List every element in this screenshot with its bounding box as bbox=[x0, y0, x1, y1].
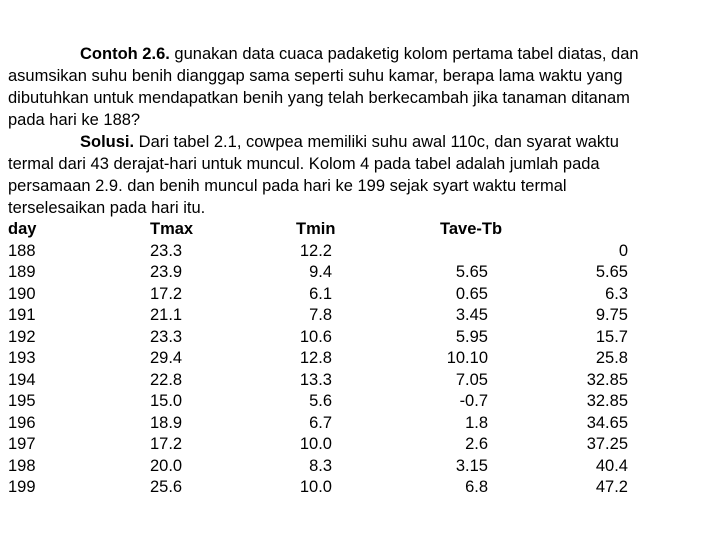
cell-day: 196 bbox=[8, 413, 36, 432]
cell-tave-tb: 5.95 bbox=[455, 327, 488, 346]
paragraph-line-3: dibutuhkan untuk mendapatkan benih yang telah berkecambah jika tanaman ditanam bbox=[8, 89, 630, 107]
cell-cumulative: 25.8 bbox=[595, 349, 628, 367]
paragraph-line-4: pada hari ke 188? bbox=[8, 111, 141, 129]
cell-tmin: 12.2 bbox=[299, 241, 332, 260]
cell-day: 195 bbox=[8, 392, 36, 410]
cell-day: 198 bbox=[8, 456, 36, 475]
cell-tave-tb: 10.10 bbox=[446, 349, 488, 367]
cell-tmin: 8.3 bbox=[309, 456, 332, 475]
cell-cumulative: 47.2 bbox=[595, 478, 628, 496]
cell-tave-tb: 6.8 bbox=[465, 478, 488, 496]
cell-tmax: 23.3 bbox=[150, 327, 183, 346]
cell-tave-tb: 0.65 bbox=[455, 284, 488, 303]
cell-tave-tb: 3.45 bbox=[455, 306, 488, 324]
cell-day: 190 bbox=[8, 284, 36, 303]
paragraph-line-8: terselesaikan pada hari itu. bbox=[8, 199, 206, 217]
cell-day: 193 bbox=[8, 349, 36, 367]
header-tmin: Tmin bbox=[296, 220, 336, 238]
cell-tave-tb: 7.05 bbox=[455, 370, 488, 389]
header-day: day bbox=[8, 220, 37, 238]
table-row bbox=[0, 284, 720, 306]
cell-cumulative: 37.25 bbox=[586, 435, 628, 453]
cell-tmin: 10.0 bbox=[299, 478, 332, 496]
solution-label: Solusi. bbox=[80, 133, 135, 151]
cell-cumulative: 40.4 bbox=[595, 456, 628, 475]
cell-day: 191 bbox=[8, 306, 36, 324]
cell-cumulative: 34.65 bbox=[586, 413, 628, 432]
cell-day: 188 bbox=[8, 241, 36, 260]
cell-tmax: 15.0 bbox=[150, 392, 183, 410]
cell-tmax: 23.9 bbox=[150, 263, 183, 281]
cell-cumulative: 32.85 bbox=[586, 392, 628, 410]
table-row bbox=[0, 262, 720, 284]
cell-tmax: 20.0 bbox=[150, 456, 183, 475]
cell-tmin: 6.7 bbox=[309, 413, 332, 432]
cell-tmax: 18.9 bbox=[150, 413, 183, 432]
table-row bbox=[0, 477, 720, 499]
cell-tave-tb: 2.6 bbox=[465, 435, 488, 453]
table-body bbox=[0, 241, 720, 499]
header-tmax: Tmax bbox=[150, 220, 194, 238]
cell-tave-tb: 3.15 bbox=[455, 456, 488, 475]
table-header-row bbox=[0, 219, 720, 241]
cell-tave-tb: 1.8 bbox=[465, 413, 488, 432]
table-row bbox=[0, 434, 720, 456]
weather-table bbox=[0, 219, 720, 499]
cell-tmax: 29.4 bbox=[150, 349, 183, 367]
paragraph-line-5 bbox=[80, 132, 619, 153]
cell-day: 189 bbox=[8, 263, 36, 281]
table-row bbox=[0, 305, 720, 327]
paragraph-line-7: persamaan 2.9. dan benih muncul pada hari ke 199 sejak syart waktu termal bbox=[8, 177, 567, 195]
cell-cumulative: 5.65 bbox=[595, 263, 628, 281]
paragraph-line-6: termal dari 43 derajat-hari untuk muncul. Kolom 4 pada tabel adalah jumlah pada bbox=[8, 155, 600, 173]
cell-cumulative: 15.7 bbox=[595, 327, 628, 346]
cell-cumulative: 0 bbox=[618, 241, 628, 260]
cell-day: 197 bbox=[8, 435, 36, 453]
cell-cumulative: 32.85 bbox=[586, 370, 628, 389]
cell-tmin: 13.3 bbox=[299, 370, 332, 389]
cell-tmin: 6.1 bbox=[309, 284, 332, 303]
cell-tmax: 25.6 bbox=[150, 478, 183, 496]
cell-tmax: 21.1 bbox=[150, 306, 183, 324]
cell-tave-tb: -0.7 bbox=[459, 392, 488, 410]
cell-tmax: 17.2 bbox=[150, 284, 183, 303]
cell-cumulative: 9.75 bbox=[595, 306, 628, 324]
cell-tmin: 10.0 bbox=[299, 435, 332, 453]
header-tave-tb: Tave-Tb bbox=[440, 220, 503, 238]
paragraph-text: gunakan data cuaca padaketig kolom pertama tabel diatas, dan bbox=[169, 45, 639, 63]
cell-day: 192 bbox=[8, 327, 36, 346]
cell-cumulative: 6.3 bbox=[605, 284, 628, 303]
cell-day: 199 bbox=[8, 478, 36, 496]
cell-tmin: 9.4 bbox=[309, 263, 332, 281]
cell-tmin: 10.6 bbox=[299, 327, 332, 346]
table-row bbox=[0, 370, 720, 392]
table-row bbox=[0, 456, 720, 478]
cell-tmax: 22.8 bbox=[150, 370, 183, 389]
cell-tmin: 12.8 bbox=[299, 349, 332, 367]
cell-tmin: 5.6 bbox=[309, 392, 332, 410]
paragraph-line-2: asumsikan suhu benih dianggap sama seperti suhu kamar, berapa lama waktu yang bbox=[8, 67, 623, 85]
cell-tave-tb: 5.65 bbox=[455, 263, 488, 281]
table-row bbox=[0, 327, 720, 349]
table-row bbox=[0, 413, 720, 435]
table-row bbox=[0, 348, 720, 370]
paragraph-text: Dari tabel 2.1, cowpea memiliki suhu awal 110c, dan syarat waktu bbox=[134, 133, 619, 151]
table-row bbox=[0, 241, 720, 263]
cell-tmin: 7.8 bbox=[309, 306, 332, 324]
paragraph-line-1 bbox=[80, 44, 639, 65]
table-row bbox=[0, 391, 720, 413]
cell-day: 194 bbox=[8, 370, 36, 389]
cell-tmax: 23.3 bbox=[150, 241, 183, 260]
cell-tmax: 17.2 bbox=[150, 435, 183, 453]
example-heading: Contoh 2.6. bbox=[80, 45, 170, 63]
